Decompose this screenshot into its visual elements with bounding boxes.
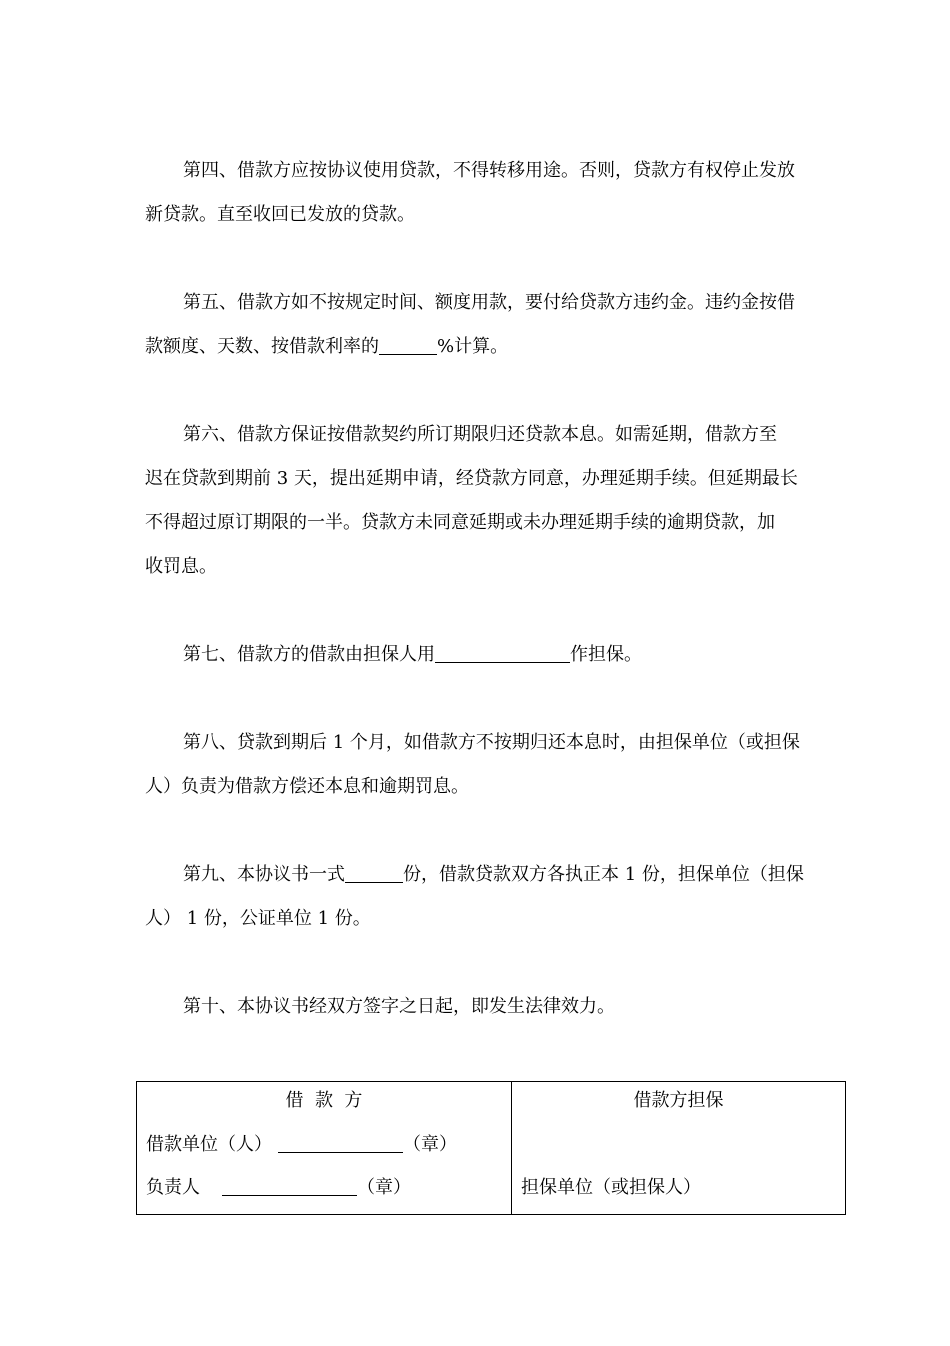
clause-6-line-1: 第六、借款方保证按借款契约所订期限归还贷款本息。如需延期，借款方至 [183, 424, 777, 445]
clause-4-line-2: 新贷款。直至收回已发放的贷款。 [145, 204, 415, 225]
borrower-unit-label: 借款单位（人） [146, 1134, 272, 1155]
clause-4-line-1: 第四、借款方应按协议使用贷款，不得转移用途。否则，贷款方有权停止发放 [183, 160, 795, 181]
guarantor-header: 借款方担保 [633, 1090, 724, 1111]
clause-6-line-3: 不得超过原订期限的一半。贷款方未同意延期或未办理延期手续的逾期贷款，加 [145, 512, 775, 533]
clause-7-line-1 [145, 633, 810, 677]
guarantor-unit-label: 担保单位（或担保人） [521, 1177, 701, 1198]
clause-5-line-2-end: %计算。 [437, 336, 509, 357]
clause-6 [145, 413, 810, 589]
clause-5-line-1: 第五、借款方如不按规定时间、额度用款，要付给贷款方违约金。违约金按借 [183, 292, 795, 313]
clause-10 [145, 985, 810, 1029]
clause-5-line-2-start: 款额度、天数、按借款利率的 [145, 336, 379, 357]
clause-10-line-1: 第十、本协议书经双方签字之日起，即发生法律效力。 [183, 996, 615, 1017]
borrower-unit-seal: （章） [403, 1134, 457, 1155]
clause-7 [145, 633, 810, 677]
borrower-head-blank[interactable] [222, 1175, 357, 1196]
clause-9-line-2: 人） 1 份，公证单位 1 份。 [145, 908, 371, 929]
clause-8-line-1: 第八、贷款到期后 1 个月，如借款方不按期归还本息时，由担保单位（或担保 [183, 732, 800, 753]
clause-9-line-1 [145, 853, 810, 897]
clause-5 [145, 281, 810, 369]
borrower-unit-blank[interactable] [278, 1132, 403, 1153]
borrower-head-label: 负责人 [146, 1177, 200, 1198]
borrower-cell [137, 1082, 512, 1215]
signature-table [136, 1081, 846, 1215]
clause-6-line-2: 迟在贷款到期前 3 天，提出延期申请，经贷款方同意，办理延期手续。但延期最长 [145, 468, 798, 489]
clause-8-line-2: 人）负责为借款方偿还本息和逾期罚息。 [145, 776, 469, 797]
borrower-header: 借 款 方 [285, 1090, 363, 1111]
clause-4 [145, 149, 810, 237]
clause-5-line-2 [145, 325, 810, 369]
copies-blank [345, 862, 403, 883]
clause-7-start: 第七、借款方的借款由担保人用 [183, 644, 435, 665]
guarantor-cell [512, 1082, 846, 1215]
rate-blank [379, 334, 437, 355]
clause-7-end: 作担保。 [570, 644, 642, 665]
borrower-head-row [146, 1173, 411, 1199]
clause-6-line-4: 收罚息。 [145, 556, 217, 577]
borrower-unit-row [146, 1130, 457, 1156]
clause-9 [145, 853, 810, 941]
clause-9-start: 第九、本协议书一式 [183, 864, 345, 885]
clause-9-end: 份，借款贷款双方各执正本 1 份，担保单位（担保 [403, 864, 804, 885]
borrower-head-seal: （章） [357, 1177, 411, 1198]
clause-8 [145, 721, 810, 809]
guarantee-blank [435, 642, 570, 663]
